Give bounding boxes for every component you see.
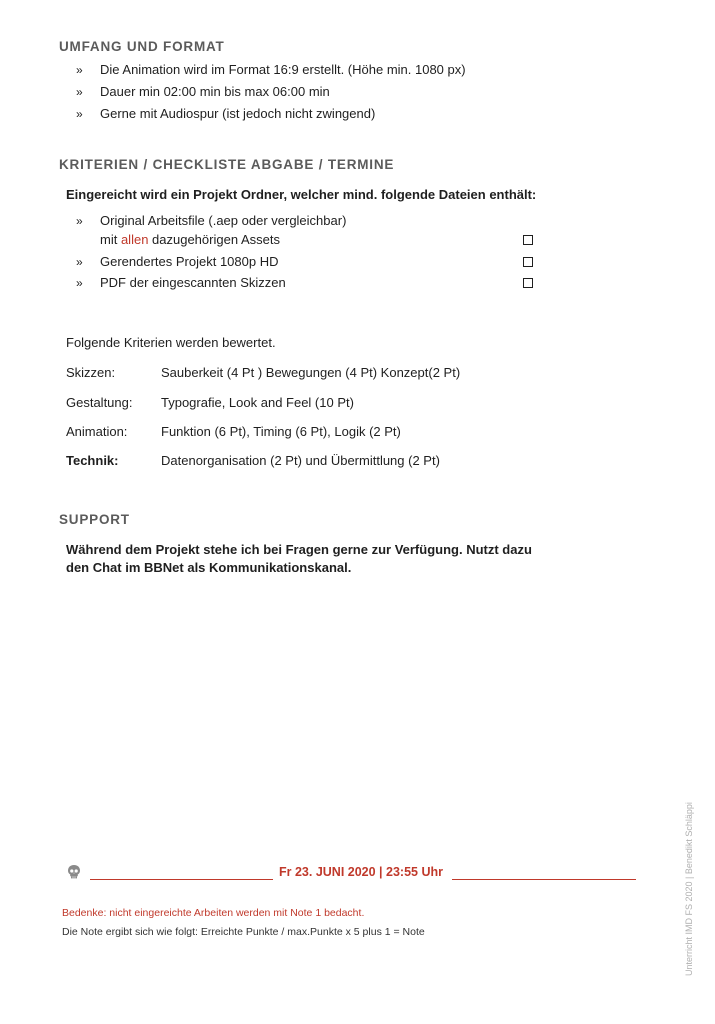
grading-formula: Die Note ergibt sich wie folgt: Erreichte Punkte / max.Punkte x 5 plus 1 = Note — [62, 926, 425, 938]
section-heading-umfang: UMFANG UND FORMAT — [59, 39, 225, 54]
bullet-glyph: » — [76, 85, 83, 99]
support-text: den Chat im BBNet als Kommunikationskanal. — [66, 560, 352, 575]
checkbox-rendered-project[interactable] — [523, 257, 533, 267]
list-item: Dauer min 02:00 min bis max 06:00 min — [100, 84, 330, 99]
section-heading-support: SUPPORT — [59, 512, 130, 527]
deadline-text: Fr 23. JUNI 2020 | 23:55 Uhr — [279, 865, 443, 879]
skull-icon — [66, 864, 82, 880]
bullet-glyph: » — [76, 214, 83, 228]
list-item: Gerne mit Audiospur (ist jedoch nicht zwingend) — [100, 106, 376, 121]
deadline-rule-right — [452, 879, 636, 880]
criteria-value: Datenorganisation (2 Pt) und Übermittlung (2 Pt) — [161, 453, 440, 468]
warning-note: Bedenke: nicht eingereichte Arbeiten werden mit Note 1 bedacht. — [62, 907, 365, 919]
criteria-label: Gestaltung: — [66, 395, 133, 410]
support-text: Während dem Projekt stehe ich bei Fragen gerne zur Verfügung. Nutzt dazu — [66, 542, 532, 557]
checkbox-pdf-sketches[interactable] — [523, 278, 533, 288]
checklist-item-label-continued: mit allen dazugehörigen Assets — [100, 232, 280, 247]
bullet-glyph: » — [76, 276, 83, 290]
criteria-label: Animation: — [66, 424, 128, 439]
bullet-glyph: » — [76, 107, 83, 121]
checkbox-original-file[interactable] — [523, 235, 533, 245]
list-item: Die Animation wird im Format 16:9 erstellt. (Höhe min. 1080 px) — [100, 62, 466, 77]
criteria-value: Sauberkeit (4 Pt ) Bewegungen (4 Pt) Konzept(2 Pt) — [161, 365, 461, 380]
bullet-glyph: » — [76, 255, 83, 269]
checklist-item-label: Gerendertes Projekt 1080p HD — [100, 254, 279, 269]
vertical-footer-credit: Unterricht IMD FS 2020 | Benedikt Schläppi — [684, 802, 694, 976]
checklist-intro: Eingereicht wird ein Projekt Ordner, welcher mind. folgende Dateien enthält: — [66, 187, 537, 202]
bullet-glyph: » — [76, 63, 83, 77]
checklist-item-label: Original Arbeitsfile (.aep oder vergleichbar) — [100, 213, 347, 228]
deadline-rule-left — [90, 879, 273, 880]
criteria-label: Technik: — [66, 453, 119, 468]
criteria-value: Typografie, Look and Feel (10 Pt) — [161, 395, 354, 410]
criteria-intro: Folgende Kriterien werden bewertet. — [66, 335, 276, 350]
criteria-label: Skizzen: — [66, 365, 116, 380]
section-heading-kriterien: KRITERIEN / CHECKLISTE ABGABE / TERMINE — [59, 157, 395, 172]
checklist-item-label: PDF der eingescannten Skizzen — [100, 275, 286, 290]
highlight-word: allen — [120, 232, 149, 247]
criteria-value: Funktion (6 Pt), Timing (6 Pt), Logik (2 Pt) — [161, 424, 401, 439]
